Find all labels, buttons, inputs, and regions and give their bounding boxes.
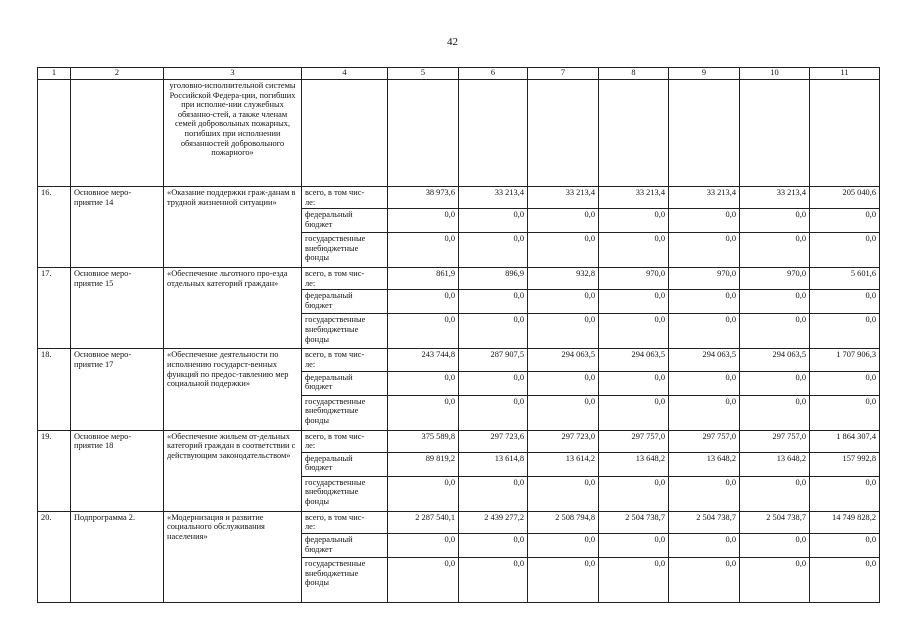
amount-cell: 0,0: [740, 233, 810, 268]
amount-cell: 0,0: [459, 533, 528, 557]
funding-source: всего, в том чис- ле:: [302, 187, 388, 209]
continuation-title: уголовно-исполнительной системы Российской Федера-ции, погибших при исполне-нии служебных обязанно-стей, а также членам семей добровольных пожарных, погибших при исполнении обязанностей добровольного пожарного»: [164, 80, 302, 187]
amount-cell: 0,0: [810, 476, 880, 511]
amount-cell: 0,0: [669, 314, 740, 349]
amount-cell: 0,0: [599, 314, 669, 349]
row-number: 19.: [38, 430, 71, 511]
amount-cell: 0,0: [740, 533, 810, 557]
amount-cell: 861,9: [388, 268, 459, 290]
amount-cell: 297 723,6: [459, 430, 528, 452]
column-header-11: 11: [810, 68, 880, 80]
table-row: [38, 268, 880, 290]
amount-cell: 2 504 738,7: [599, 511, 669, 533]
column-header-10: 10: [740, 68, 810, 80]
funding-source: всего, в том чис- ле:: [302, 430, 388, 452]
amount-cell: 0,0: [599, 209, 669, 233]
amount-cell: 13 648,2: [740, 452, 810, 476]
cell-empty: [71, 80, 164, 187]
table-row: [38, 430, 880, 452]
amount-cell: 0,0: [388, 233, 459, 268]
row-kind: Подпрограмма 2.: [71, 511, 164, 602]
row-number: 20.: [38, 511, 71, 602]
amount-cell: 33 213,4: [669, 187, 740, 209]
amount-cell: 0,0: [528, 371, 599, 395]
amount-cell: 375 589,8: [388, 430, 459, 452]
amount-cell: 0,0: [810, 557, 880, 602]
amount-cell: 970,0: [669, 268, 740, 290]
row-number: 18.: [38, 349, 71, 430]
amount-cell: 0,0: [388, 395, 459, 430]
amount-cell: 0,0: [388, 476, 459, 511]
funding-source: всего, в том чис- ле:: [302, 511, 388, 533]
continuation-row: [38, 80, 880, 187]
page-number: 42: [447, 36, 458, 48]
amount-cell: 0,0: [669, 533, 740, 557]
funding-source: федеральный бюджет: [302, 452, 388, 476]
amount-cell: 0,0: [810, 209, 880, 233]
amount-cell: 13 614,8: [459, 452, 528, 476]
amount-cell: 0,0: [599, 476, 669, 511]
amount-cell: 0,0: [459, 476, 528, 511]
amount-cell: 0,0: [810, 290, 880, 314]
amount-cell: 0,0: [388, 209, 459, 233]
amount-cell: 0,0: [528, 557, 599, 602]
amount-cell: 932,8: [528, 268, 599, 290]
amount-cell: 0,0: [810, 395, 880, 430]
amount-cell: 970,0: [740, 268, 810, 290]
row-kind: Основное меро- приятие 15: [71, 268, 164, 349]
amount-cell: 38 973,6: [388, 187, 459, 209]
amount-cell: 0,0: [459, 233, 528, 268]
amount-cell: 0,0: [459, 209, 528, 233]
amount-cell: 0,0: [599, 290, 669, 314]
cell-empty: [669, 80, 740, 187]
row-number: 16.: [38, 187, 71, 268]
amount-cell: 205 040,6: [810, 187, 880, 209]
amount-cell: 0,0: [810, 533, 880, 557]
header-row: [38, 68, 880, 80]
amount-cell: 297 757,0: [669, 430, 740, 452]
amount-cell: 294 063,5: [599, 349, 669, 371]
amount-cell: 33 213,4: [459, 187, 528, 209]
cell-empty: [388, 80, 459, 187]
column-header-7: 7: [528, 68, 599, 80]
amount-cell: 294 063,5: [669, 349, 740, 371]
funding-source: всего, в том чис- ле:: [302, 268, 388, 290]
amount-cell: 2 508 794,8: [528, 511, 599, 533]
amount-cell: 33 213,4: [599, 187, 669, 209]
amount-cell: 13 614,2: [528, 452, 599, 476]
amount-cell: 0,0: [459, 395, 528, 430]
cell-empty: [740, 80, 810, 187]
row-kind: Основное меро- приятие 17: [71, 349, 164, 430]
amount-cell: 0,0: [599, 533, 669, 557]
amount-cell: 0,0: [740, 209, 810, 233]
amount-cell: 0,0: [599, 557, 669, 602]
cell-empty: [528, 80, 599, 187]
row-kind: Основное меро- приятие 14: [71, 187, 164, 268]
amount-cell: 243 744,8: [388, 349, 459, 371]
funding-source: государственные внебюджетные фонды: [302, 476, 388, 511]
row-kind: Основное меро- приятие 18: [71, 430, 164, 511]
amount-cell: 0,0: [528, 209, 599, 233]
amount-cell: 0,0: [669, 233, 740, 268]
table-row: [38, 511, 880, 533]
amount-cell: 2 439 277,2: [459, 511, 528, 533]
amount-cell: 297 757,0: [740, 430, 810, 452]
funding-source: государственные внебюджетные фонды: [302, 314, 388, 349]
row-title: «Обеспечение жильем от-дельных категорий граждан в соответствии с действующим законодательством»: [164, 430, 302, 511]
amount-cell: 13 648,2: [599, 452, 669, 476]
column-header-1: 1: [38, 68, 71, 80]
amount-cell: 0,0: [528, 233, 599, 268]
amount-cell: 0,0: [669, 395, 740, 430]
row-title: «Модернизация и развитие социального обслуживания населения»: [164, 511, 302, 602]
amount-cell: 2 504 738,7: [740, 511, 810, 533]
row-title: «Обеспечение деятельности по исполнению государст-венных функций по предос-тавлению мер социальной подержки»: [164, 349, 302, 430]
amount-cell: 0,0: [740, 395, 810, 430]
amount-cell: 0,0: [459, 290, 528, 314]
column-header-5: 5: [388, 68, 459, 80]
amount-cell: 1 864 307,4: [810, 430, 880, 452]
amount-cell: 0,0: [599, 233, 669, 268]
table-body: [38, 68, 880, 603]
amount-cell: 0,0: [528, 533, 599, 557]
column-header-3: 3: [164, 68, 302, 80]
amount-cell: 0,0: [388, 533, 459, 557]
amount-cell: 14 749 828,2: [810, 511, 880, 533]
amount-cell: 0,0: [459, 371, 528, 395]
amount-cell: 0,0: [528, 314, 599, 349]
amount-cell: 0,0: [810, 371, 880, 395]
amount-cell: 0,0: [740, 314, 810, 349]
amount-cell: 0,0: [599, 395, 669, 430]
amount-cell: 0,0: [669, 290, 740, 314]
row-number: 17.: [38, 268, 71, 349]
amount-cell: 0,0: [388, 371, 459, 395]
funding-source: всего, в том чис- ле:: [302, 349, 388, 371]
amount-cell: 89 819,2: [388, 452, 459, 476]
amount-cell: 0,0: [528, 395, 599, 430]
amount-cell: 0,0: [528, 476, 599, 511]
funding-source: федеральный бюджет: [302, 290, 388, 314]
table-row: [38, 187, 880, 209]
amount-cell: 896,9: [459, 268, 528, 290]
amount-cell: 0,0: [388, 314, 459, 349]
cell-empty: [38, 80, 71, 187]
amount-cell: 0,0: [810, 233, 880, 268]
column-header-8: 8: [599, 68, 669, 80]
amount-cell: 0,0: [740, 557, 810, 602]
amount-cell: 33 213,4: [740, 187, 810, 209]
amount-cell: 0,0: [810, 314, 880, 349]
amount-cell: 157 992,8: [810, 452, 880, 476]
amount-cell: 1 707 906,3: [810, 349, 880, 371]
budget-table: [37, 67, 880, 603]
amount-cell: 0,0: [740, 371, 810, 395]
amount-cell: 970,0: [599, 268, 669, 290]
amount-cell: 0,0: [740, 290, 810, 314]
amount-cell: 297 757,0: [599, 430, 669, 452]
amount-cell: 297 723,0: [528, 430, 599, 452]
funding-source: государственные внебюджетные фонды: [302, 233, 388, 268]
amount-cell: 0,0: [740, 476, 810, 511]
amount-cell: 0,0: [388, 557, 459, 602]
funding-source: государственные внебюджетные фонды: [302, 395, 388, 430]
amount-cell: 2 287 540,1: [388, 511, 459, 533]
cell-empty: [810, 80, 880, 187]
funding-source: государственные внебюджетные фонды: [302, 557, 388, 602]
column-header-6: 6: [459, 68, 528, 80]
amount-cell: 0,0: [669, 557, 740, 602]
column-header-2: 2: [71, 68, 164, 80]
row-title: «Обеспечение льготного про-езда отдельных категорий граждан»: [164, 268, 302, 349]
amount-cell: 294 063,5: [740, 349, 810, 371]
row-title: «Оказание поддержки граж-данам в трудной жизненной ситуации»: [164, 187, 302, 268]
table-row: [38, 349, 880, 371]
funding-source: федеральный бюджет: [302, 209, 388, 233]
amount-cell: 0,0: [669, 371, 740, 395]
amount-cell: 0,0: [528, 290, 599, 314]
amount-cell: 0,0: [459, 314, 528, 349]
amount-cell: 0,0: [669, 209, 740, 233]
funding-source: федеральный бюджет: [302, 371, 388, 395]
amount-cell: 287 907,5: [459, 349, 528, 371]
amount-cell: 33 213,4: [528, 187, 599, 209]
amount-cell: 0,0: [459, 557, 528, 602]
funding-source: федеральный бюджет: [302, 533, 388, 557]
amount-cell: 13 648,2: [669, 452, 740, 476]
amount-cell: 5 601,6: [810, 268, 880, 290]
cell-empty: [302, 80, 388, 187]
amount-cell: 2 504 738,7: [669, 511, 740, 533]
amount-cell: 294 063,5: [528, 349, 599, 371]
cell-empty: [599, 80, 669, 187]
amount-cell: 0,0: [388, 290, 459, 314]
column-header-9: 9: [669, 68, 740, 80]
cell-empty: [459, 80, 528, 187]
column-header-4: 4: [302, 68, 388, 80]
amount-cell: 0,0: [599, 371, 669, 395]
amount-cell: 0,0: [669, 476, 740, 511]
